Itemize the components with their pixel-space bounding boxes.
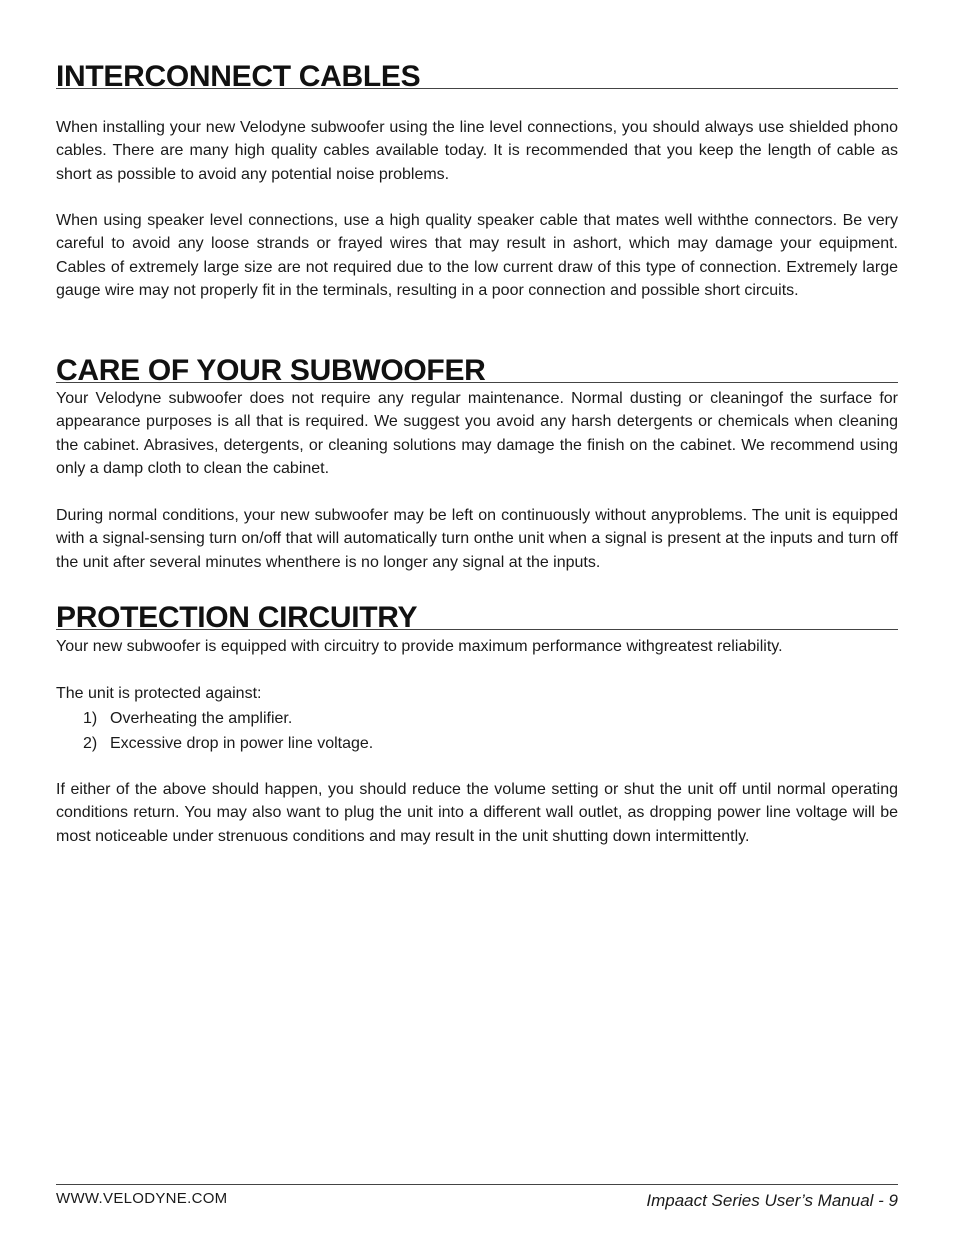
list-text: Overheating the amplifier. — [110, 710, 293, 727]
list-number: 1) — [83, 710, 98, 727]
list-item-voltage-drop — [83, 732, 373, 755]
footer-divider — [56, 1184, 898, 1185]
list-item-overheating — [83, 707, 292, 730]
section-heading-protection-circuitry: PROTECTION CIRCUITRY — [56, 601, 898, 630]
paragraph-reduce-volume: If either of the above should happen, you should reduce the volume setting or shut the unit off until normal operating conditions return. You may also want to plug the unit into a different wall outlet, as dropping power line voltage will be most noticeable under strenuous conditions and may result in the unit shutting down intermittently. — [56, 781, 898, 845]
paragraph-circuitry-intro: Your new subwoofer is equipped with circuitry to provide maximum performance withgreatest reliability. — [56, 638, 783, 655]
list-number: 2) — [83, 735, 98, 752]
list-text: Excessive drop in power line voltage. — [110, 735, 374, 752]
paragraph-maintenance: Your Velodyne subwoofer does not require any regular maintenance. Normal dusting or cleaningof the surface for appearance purposes is all that is required. We suggest you avoid any harsh detergents or chemicals when cleaning the cabinet. Abrasives, detergents, or cleaning solutions may damage the finish on the cabinet. We recommend using only a damp cloth to clean the cabinet. — [56, 390, 898, 478]
section-heading-interconnect-cables: INTERCONNECT CABLES — [56, 60, 898, 89]
paragraph-speaker-level-cables: When using speaker level connections, use a high quality speaker cable that mates well withthe connectors. Be very careful to avoid any loose strands or frayed wires that may result in ashort, which may damage your equipment. Cables of extremely large size are not required due to the low current draw of this type of connection. Extremely large gauge wire may not properly fit in the terminals, resulting in a poor connection and possible short circuits. — [56, 212, 898, 300]
paragraph-signal-sensing: During normal conditions, your new subwoofer may be left on continuously without anyproblems. The unit is equipped with a signal-sensing turn on/off that will automatically turn onthe unit when a signal is present at the inputs and turn off the unit after several minutes whenthere is no longer any signal at the inputs. — [56, 507, 898, 571]
paragraph-protected-against: The unit is protected against: — [56, 685, 262, 702]
section-heading-care-of-subwoofer: CARE OF YOUR SUBWOOFER — [56, 354, 898, 383]
footer-website: WWW.VELODYNE.COM — [56, 1190, 228, 1207]
paragraph-line-level-cables: When installing your new Velodyne subwoofer using the line level connections, you should always use shielded phono cables. There are many high quality cables available today. It is recommended that you keep the length of cable as short as possible to avoid any potential noise problems. — [56, 119, 898, 183]
footer-manual-page: Impaact Series User’s Manual - 9 — [646, 1191, 898, 1210]
